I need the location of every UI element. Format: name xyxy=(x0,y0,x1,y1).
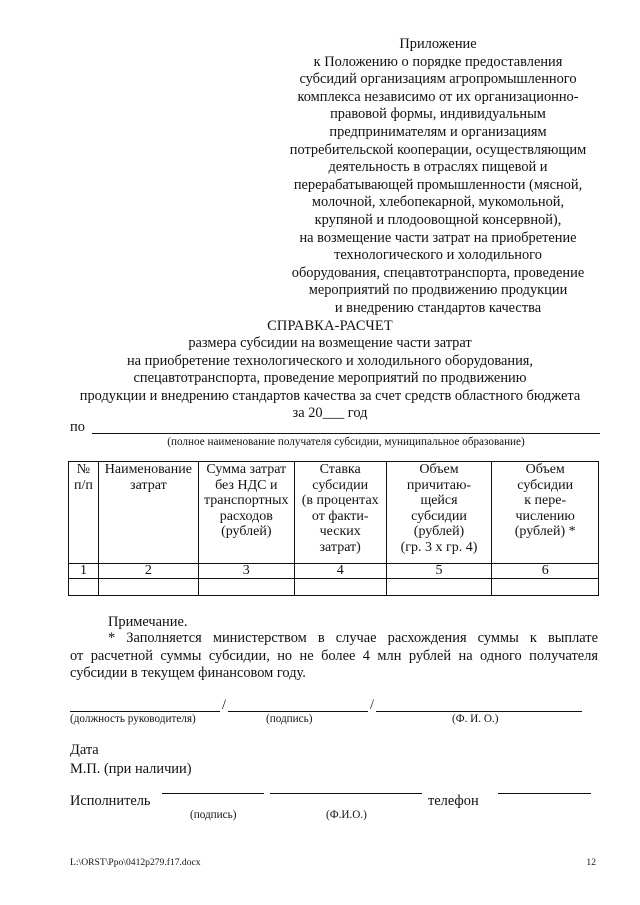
recipient-label: по xyxy=(70,419,85,435)
footer-file-path: L:\ORST\Ppo\0412p279.f17.docx xyxy=(70,857,201,868)
title-line: размера субсидии на возмещение части затрат xyxy=(188,335,472,352)
note-line: * Заполняется министерством в случае расхождения суммы к выплате xyxy=(108,630,598,646)
header-cell-transfer-amount: Объем субсидии к пере- числению (рублей) * xyxy=(492,462,599,564)
stamp-label: М.П. (при наличии) xyxy=(70,761,192,777)
table-header-row xyxy=(69,462,599,564)
appendix-line: и внедрению стандартов качества xyxy=(334,299,542,316)
appendix-line: деятельность в отраслях пищевой и xyxy=(328,159,548,176)
column-number-cell: 4 xyxy=(294,564,386,579)
header-cell-cost-name: Наименование затрат xyxy=(98,462,198,564)
recipient-field[interactable] xyxy=(92,433,600,434)
appendix-line: Приложение xyxy=(399,36,477,52)
appendix-line: мероприятий по продвижению продукции xyxy=(308,282,568,299)
appendix-line: оборудования, спецавтотранспорта, проведение xyxy=(291,264,585,281)
phone-field[interactable] xyxy=(498,793,591,794)
executor-name-caption: (Ф.И.О.) xyxy=(326,809,367,821)
appendix-line: правовой формы, индивидуальным xyxy=(330,106,546,123)
document-title: СПРАВКА-РАСЧЕТ xyxy=(267,318,393,334)
table-column-number-row xyxy=(69,564,599,579)
table-cell[interactable] xyxy=(294,579,386,596)
title-line: продукции и внедрению стандартов качества за счет средств областного бюджета xyxy=(79,387,581,404)
recipient-caption: (полное наименование получателя субсидии, муниципальное образование) xyxy=(167,436,525,448)
appendix-line: на возмещение части затрат на приобретение xyxy=(299,229,577,246)
table-cell[interactable] xyxy=(492,579,599,596)
table-cell[interactable] xyxy=(98,579,198,596)
phone-label: телефон xyxy=(428,793,479,809)
appendix-line: предпринимателям и организациям xyxy=(329,123,547,140)
header-cell-cost-sum: Сумма затрат без НДС и транспортных расходов (рублей) xyxy=(198,462,294,564)
table-row xyxy=(69,579,599,596)
appendix-block xyxy=(268,36,608,318)
signature-caption: (подпись) xyxy=(266,713,313,725)
column-number-cell: 2 xyxy=(98,564,198,579)
note-line: субсидии в текущем финансовом году. xyxy=(70,665,306,682)
table-cell[interactable] xyxy=(386,579,492,596)
header-cell-rate: Ставка субсидии (в процентах от факти- ческих затрат) xyxy=(294,462,386,564)
appendix-line: перерабатывающей промышленности (мясной, xyxy=(293,176,583,193)
signature-field[interactable] xyxy=(228,711,368,712)
column-number-cell: 3 xyxy=(198,564,294,579)
note-text xyxy=(70,630,598,683)
appendix-line: к Положению о порядке предоставления xyxy=(313,53,563,70)
appendix-line: комплекса независимо от их организационно- xyxy=(297,88,579,105)
header-cell-due-amount: Объем причитаю- щейся субсидии (рублей) (гр. 3 х гр. 4) xyxy=(386,462,492,564)
title-line: на приобретение технологического и холодильного оборудования, xyxy=(126,352,534,369)
table-cell[interactable] xyxy=(69,579,99,596)
executor-signature-caption: (подпись) xyxy=(190,809,237,821)
appendix-line: крупяной и плодоовощной консервной), xyxy=(314,211,562,228)
name-caption: (Ф. И. О.) xyxy=(452,713,499,725)
title-year-line: за 20___ год xyxy=(292,405,368,422)
appendix-line: потребительской кооперации, осуществляющим xyxy=(289,141,587,158)
position-field[interactable] xyxy=(70,711,220,712)
column-number-cell: 6 xyxy=(492,564,599,579)
note-line: от расчетной суммы субсидии, но не более 4 млн рублей на одного получателя xyxy=(70,647,598,664)
appendix-line: технологического и холодильного xyxy=(334,247,542,264)
position-caption: (должность руководителя) xyxy=(70,713,196,725)
page-number: 12 xyxy=(586,857,596,868)
name-field[interactable] xyxy=(376,711,582,712)
executor-signature-field[interactable] xyxy=(162,793,264,794)
table-cell[interactable] xyxy=(198,579,294,596)
executor-name-field[interactable] xyxy=(270,793,422,794)
date-label: Дата xyxy=(70,742,99,758)
title-line: спецавтотранспорта, проведение мероприятий по продвижению xyxy=(133,370,527,387)
column-number-cell: 1 xyxy=(69,564,99,579)
appendix-line: субсидий организациям агропромышленного xyxy=(299,71,577,88)
signature-separator: / xyxy=(222,697,226,713)
executor-label: Исполнитель xyxy=(70,793,151,809)
appendix-line: молочной, хлебопекарной, мукомольной, xyxy=(311,194,565,211)
signature-separator: / xyxy=(370,697,374,713)
header-cell-number: № п/п xyxy=(69,462,99,564)
calculation-table xyxy=(68,461,599,596)
note-title: Примечание. xyxy=(108,614,188,630)
column-number-cell: 5 xyxy=(386,564,492,579)
document-title-block xyxy=(60,318,600,422)
